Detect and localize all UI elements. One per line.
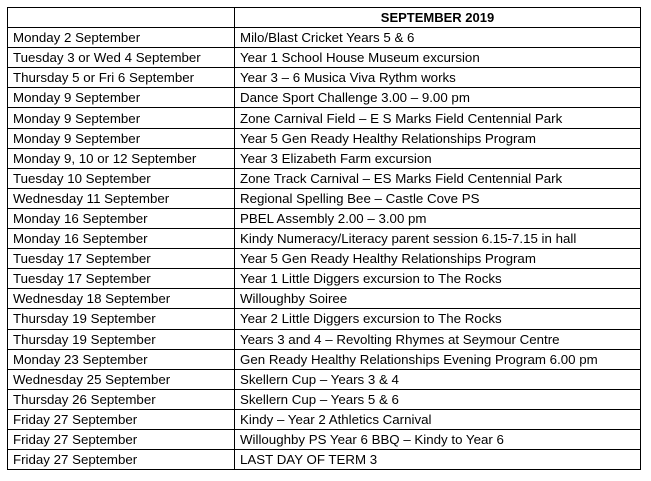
- event-date-cell: Monday 23 September: [8, 349, 235, 369]
- event-description-cell: Year 3 – 6 Musica Viva Rythm works: [235, 68, 641, 88]
- event-description-cell: LAST DAY OF TERM 3: [235, 450, 641, 470]
- table-row: [8, 289, 641, 309]
- event-description-cell: Skellern Cup – Years 3 & 4: [235, 369, 641, 389]
- table-row: [8, 229, 641, 249]
- event-description-cell: Dance Sport Challenge 3.00 – 9.00 pm: [235, 88, 641, 108]
- table-row: [8, 409, 641, 429]
- event-date-cell: Friday 27 September: [8, 409, 235, 429]
- event-date-cell: Thursday 5 or Fri 6 September: [8, 68, 235, 88]
- table-row: [8, 249, 641, 269]
- event-date-cell: Monday 9 September: [8, 128, 235, 148]
- event-description-cell: Year 5 Gen Ready Healthy Relationships Program: [235, 249, 641, 269]
- table-row: [8, 108, 641, 128]
- table-row: [8, 309, 641, 329]
- table-row: [8, 349, 641, 369]
- table-row: [8, 389, 641, 409]
- event-date-cell: Tuesday 17 September: [8, 269, 235, 289]
- event-date-cell: Tuesday 17 September: [8, 249, 235, 269]
- table-header-row: [8, 8, 641, 28]
- event-date-cell: Monday 9 September: [8, 108, 235, 128]
- event-date-cell: Monday 2 September: [8, 28, 235, 48]
- event-description-cell: PBEL Assembly 2.00 – 3.00 pm: [235, 208, 641, 228]
- event-description-cell: Regional Spelling Bee – Castle Cove PS: [235, 188, 641, 208]
- event-description-cell: Willoughby PS Year 6 BBQ – Kindy to Year 6: [235, 429, 641, 449]
- event-date-cell: Friday 27 September: [8, 450, 235, 470]
- event-description-cell: Year 1 School House Museum excursion: [235, 48, 641, 68]
- table-row: [8, 48, 641, 68]
- event-description-cell: Kindy – Year 2 Athletics Carnival: [235, 409, 641, 429]
- table-row: [8, 369, 641, 389]
- table-row: [8, 329, 641, 349]
- event-description-cell: Year 1 Little Diggers excursion to The Rocks: [235, 269, 641, 289]
- event-description-cell: Gen Ready Healthy Relationships Evening Program 6.00 pm: [235, 349, 641, 369]
- event-date-cell: Tuesday 3 or Wed 4 September: [8, 48, 235, 68]
- event-description-cell: Zone Track Carnival – ES Marks Field Centennial Park: [235, 168, 641, 188]
- table-row: [8, 28, 641, 48]
- event-description-cell: Kindy Numeracy/Literacy parent session 6.15-7.15 in hall: [235, 229, 641, 249]
- event-description-cell: Years 3 and 4 – Revolting Rhymes at Seymour Centre: [235, 329, 641, 349]
- table-row: [8, 188, 641, 208]
- event-date-cell: Monday 9, 10 or 12 September: [8, 148, 235, 168]
- event-description-cell: Milo/Blast Cricket Years 5 & 6: [235, 28, 641, 48]
- table-header-blank: [8, 8, 235, 28]
- table-row: [8, 269, 641, 289]
- table-row: [8, 128, 641, 148]
- event-description-cell: Zone Carnival Field – E S Marks Field Centennial Park: [235, 108, 641, 128]
- table-row: [8, 450, 641, 470]
- event-description-cell: Year 2 Little Diggers excursion to The Rocks: [235, 309, 641, 329]
- table-row: [8, 208, 641, 228]
- event-description-cell: Skellern Cup – Years 5 & 6: [235, 389, 641, 409]
- event-date-cell: Thursday 19 September: [8, 329, 235, 349]
- event-date-cell: Wednesday 11 September: [8, 188, 235, 208]
- table-row: [8, 68, 641, 88]
- event-date-cell: Wednesday 18 September: [8, 289, 235, 309]
- event-description-cell: Year 3 Elizabeth Farm excursion: [235, 148, 641, 168]
- event-date-cell: Monday 16 September: [8, 229, 235, 249]
- table-row: [8, 148, 641, 168]
- table-title: SEPTEMBER 2019: [235, 8, 641, 28]
- table-row: [8, 88, 641, 108]
- event-date-cell: Tuesday 10 September: [8, 168, 235, 188]
- events-table: [7, 7, 641, 470]
- event-date-cell: Monday 16 September: [8, 208, 235, 228]
- event-date-cell: Friday 27 September: [8, 429, 235, 449]
- event-description-cell: Willoughby Soiree: [235, 289, 641, 309]
- event-description-cell: Year 5 Gen Ready Healthy Relationships Program: [235, 128, 641, 148]
- table-row: [8, 429, 641, 449]
- event-date-cell: Wednesday 25 September: [8, 369, 235, 389]
- table-body: [8, 28, 641, 470]
- event-date-cell: Monday 9 September: [8, 88, 235, 108]
- event-date-cell: Thursday 19 September: [8, 309, 235, 329]
- event-date-cell: Thursday 26 September: [8, 389, 235, 409]
- table-row: [8, 168, 641, 188]
